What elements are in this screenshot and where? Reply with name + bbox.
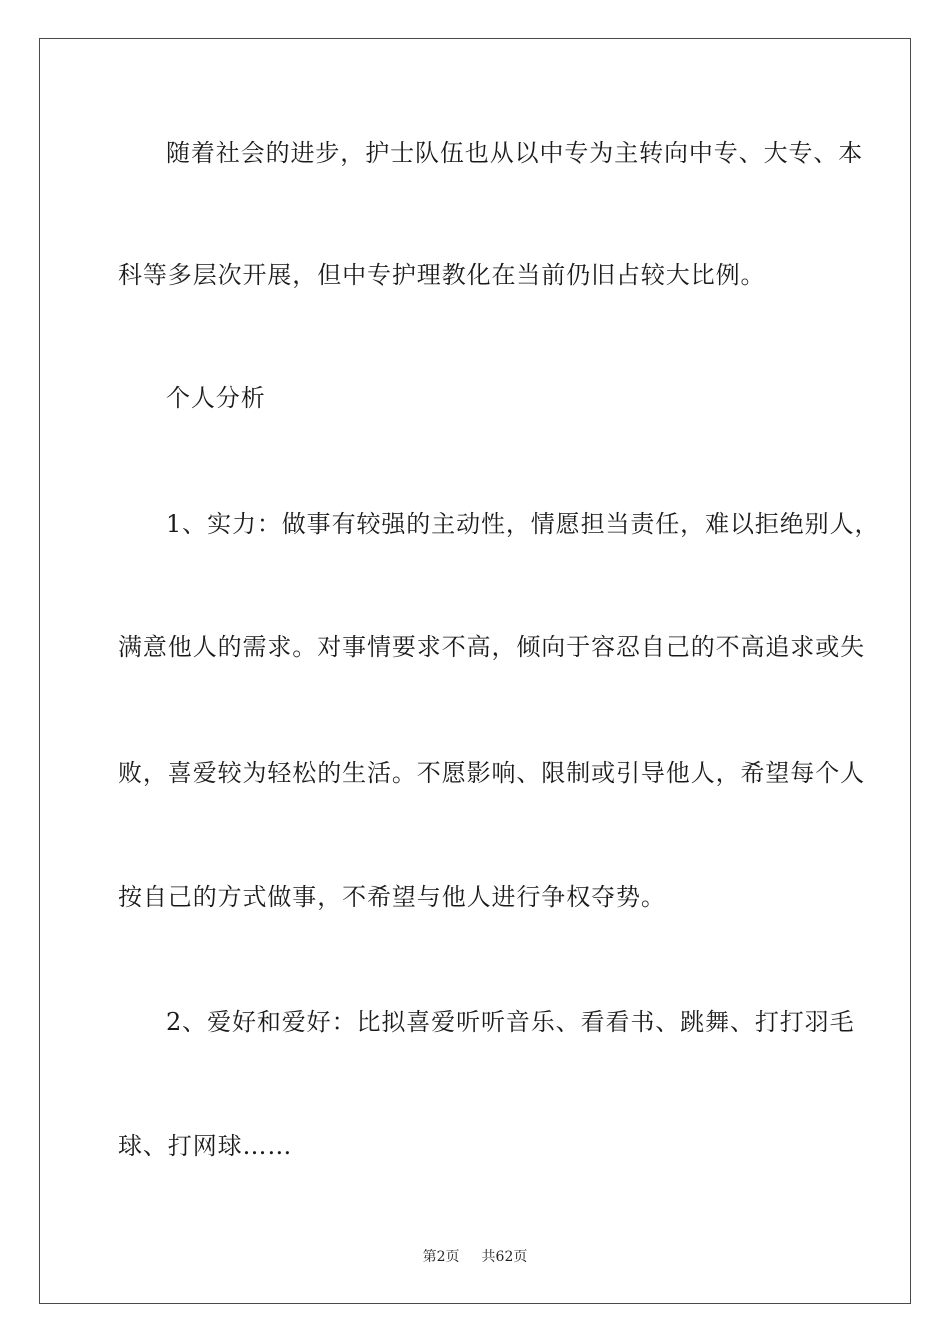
page-border [39, 38, 911, 1304]
total-pages: 共62页 [481, 1249, 528, 1265]
section-heading: 个人分析 [166, 384, 266, 412]
paragraph-line: 败，喜爱较为轻松的生活。不愿影响、限制或引导他人，希望每个人 [118, 759, 865, 787]
paragraph-line: 满意他人的需求。对事情要求不高，倾向于容忍自己的不高追求或失 [118, 633, 865, 661]
page-footer [0, 1248, 950, 1266]
paragraph-line: 1、实力：做事有较强的主动性，情愿担当责任，难以拒绝别人， [166, 510, 880, 538]
paragraph-line: 球、打网球…… [118, 1132, 293, 1160]
paragraph-line: 随着社会的进步，护士队伍也从以中专为主转向中专、大专、本 [166, 139, 864, 167]
paragraph-line: 科等多层次开展，但中专护理教化在当前仍旧占较大比例。 [118, 261, 766, 289]
paragraph-line: 2、爱好和爱好：比拟喜爱听听音乐、看看书、跳舞、打打羽毛 [166, 1008, 855, 1036]
page-number: 第2页 [422, 1249, 460, 1265]
paragraph-line: 按自己的方式做事，不希望与他人进行争权夺势。 [118, 883, 666, 911]
